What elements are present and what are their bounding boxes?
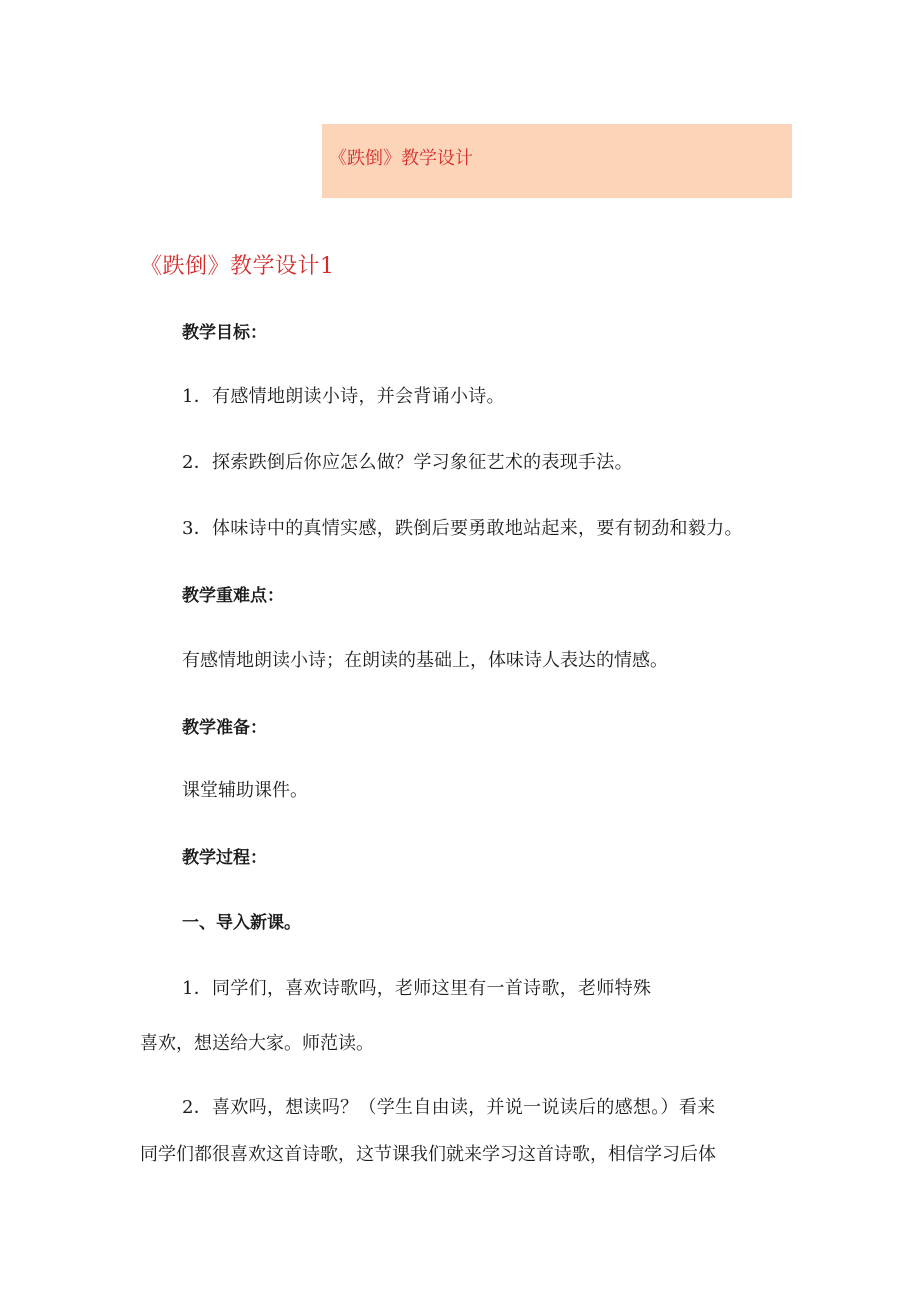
step-1-line-1: 1．同学们，喜欢诗歌吗，老师这里有一首诗歌，老师特殊 <box>182 978 652 999</box>
process-heading: 教学过程： <box>182 848 267 868</box>
step-2-line-2: 同学们都很喜欢这首诗歌，这节课我们就来学习这首诗歌，相信学习后体 <box>140 1144 716 1165</box>
objective-item-2: 2．探索跌倒后你应怎么做？学习象征艺术的表现手法。 <box>182 452 633 473</box>
key-points-heading: 教学重难点： <box>182 586 284 606</box>
section-1-heading: 一、导入新课。 <box>182 913 301 933</box>
objective-item-1: 1．有感情地朗读小诗，并会背诵小诗。 <box>182 386 505 407</box>
banner-title: 《跌倒》教学设计 <box>329 148 473 169</box>
step-1-line-2: 喜欢，想送给大家。师范读。 <box>140 1033 374 1054</box>
preparation-heading: 教学准备： <box>182 718 267 738</box>
step-2-line-1: 2．喜欢吗，想读吗？（学生自由读，并说一说读后的感想。）看来 <box>182 1097 716 1118</box>
objective-item-3: 3．体味诗中的真情实感，跌倒后要勇敢地站起来，要有韧劲和毅力。 <box>182 518 743 539</box>
objectives-heading: 教学目标： <box>182 323 267 343</box>
preparation-text: 课堂辅助课件。 <box>182 780 308 801</box>
key-points-text: 有感情地朗读小诗；在朗读的基础上，体味诗人表达的情感。 <box>182 650 668 671</box>
document-title: 《跌倒》教学设计1 <box>140 254 335 279</box>
